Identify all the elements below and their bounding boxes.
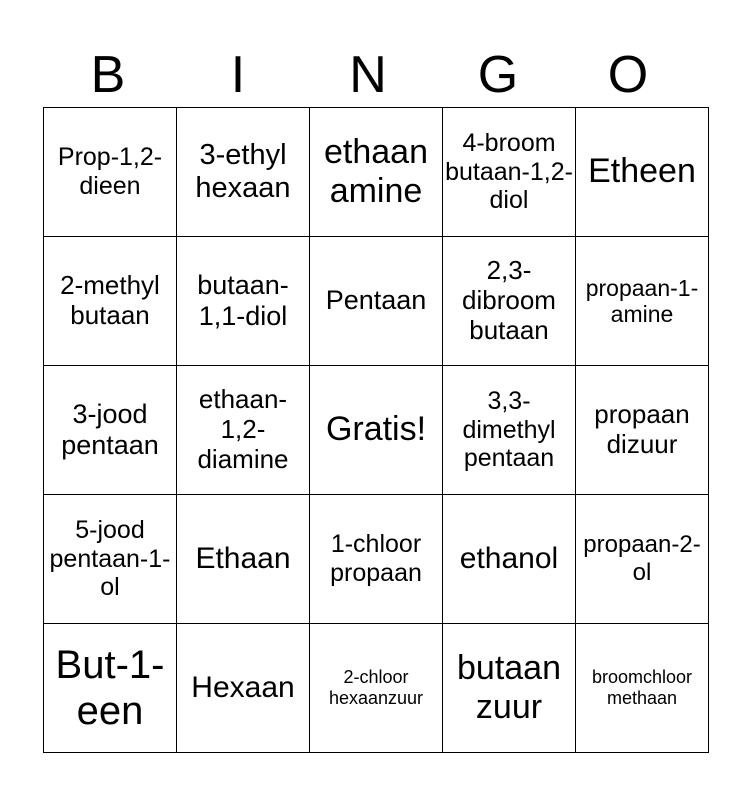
bingo-cell[interactable]: 5-jood pentaan-1-ol	[44, 495, 177, 624]
bingo-cell-free[interactable]: Gratis!	[310, 366, 443, 495]
bingo-cell[interactable]: butaan zuur	[443, 624, 576, 753]
bingo-cell[interactable]: Hexaan	[177, 624, 310, 753]
bingo-row	[44, 495, 709, 624]
header-letter-n: N	[349, 46, 387, 104]
header-letter-g: G	[477, 46, 519, 104]
bingo-cell[interactable]: 3,3-dimethyl pentaan	[443, 366, 576, 495]
bingo-grid	[43, 107, 709, 753]
bingo-row	[44, 237, 709, 366]
bingo-cell[interactable]: Etheen	[576, 108, 709, 237]
bingo-cell[interactable]: broomchloor methaan	[576, 624, 709, 753]
bingo-cell[interactable]: butaan-1,1-diol	[177, 237, 310, 366]
bingo-cell[interactable]: 3-jood pentaan	[44, 366, 177, 495]
bingo-cell[interactable]: 2,3-dibroom butaan	[443, 237, 576, 366]
bingo-row	[44, 366, 709, 495]
header-letter-b: B	[90, 46, 126, 104]
header-letter-o: O	[607, 46, 649, 104]
bingo-cell[interactable]: 2-chloor hexaanzuur	[310, 624, 443, 753]
bingo-cell[interactable]: propaan-1-amine	[576, 237, 709, 366]
bingo-header	[43, 42, 693, 108]
bingo-row	[44, 108, 709, 237]
header-letter-i: I	[230, 46, 246, 104]
bingo-cell[interactable]: ethaan amine	[310, 108, 443, 237]
bingo-cell[interactable]: But-1-een	[44, 624, 177, 753]
bingo-cell[interactable]: 4-broom butaan-1,2-diol	[443, 108, 576, 237]
bingo-cell[interactable]: ethanol	[443, 495, 576, 624]
bingo-cell[interactable]: Prop-1,2-dieen	[44, 108, 177, 237]
bingo-row	[44, 624, 709, 753]
bingo-cell[interactable]: 1-chloor propaan	[310, 495, 443, 624]
bingo-cell[interactable]: propaan-2-ol	[576, 495, 709, 624]
bingo-cell[interactable]: ethaan-1,2-diamine	[177, 366, 310, 495]
bingo-cell[interactable]: Pentaan	[310, 237, 443, 366]
bingo-cell[interactable]: 2-methyl butaan	[44, 237, 177, 366]
bingo-cell[interactable]: propaan dizuur	[576, 366, 709, 495]
bingo-cell[interactable]: Ethaan	[177, 495, 310, 624]
bingo-cell[interactable]: 3-ethyl hexaan	[177, 108, 310, 237]
